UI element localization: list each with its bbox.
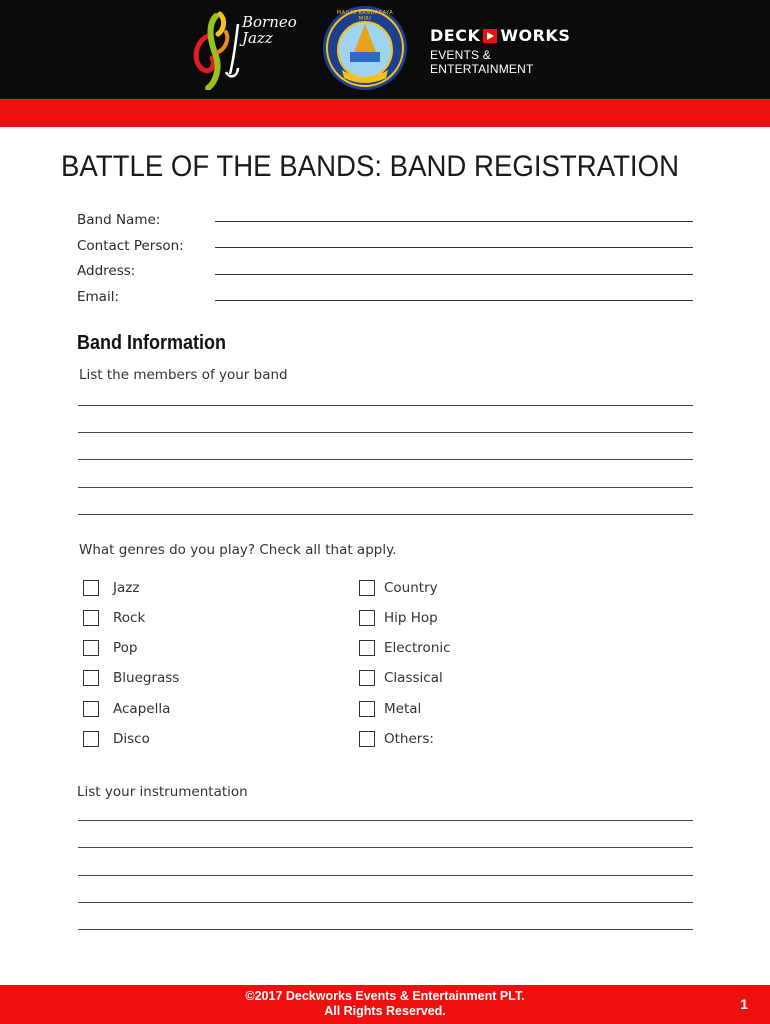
- email-input-line[interactable]: [215, 300, 693, 301]
- members-prompt: List the members of your band: [79, 367, 288, 383]
- checkbox[interactable]: [83, 701, 99, 717]
- contact-person-input-line[interactable]: [215, 247, 693, 248]
- genre-label: Disco: [113, 731, 150, 747]
- contact-person-label: Contact Person:: [77, 238, 184, 254]
- genre-label: Pop: [113, 640, 138, 656]
- checkbox[interactable]: [359, 701, 375, 717]
- band-name-input-line[interactable]: [215, 221, 693, 222]
- member-line-1[interactable]: [78, 405, 693, 406]
- band-information-heading: Band Information: [77, 332, 226, 354]
- seal-inscription: MAJLIS BANDARAYA MIRI: [336, 10, 394, 22]
- genre-label: Jazz: [113, 580, 140, 596]
- borneo-jazz-wordmark: Borneo Jazz: [242, 13, 297, 47]
- genre-option-metal[interactable]: [359, 701, 421, 717]
- footer-bar: [0, 985, 770, 1024]
- instrumentation-prompt: List your instrumentation: [77, 784, 248, 800]
- genres-prompt: What genres do you play? Check all that apply.: [79, 542, 397, 558]
- genre-label: Hip Hop: [384, 610, 438, 626]
- member-line-3[interactable]: [78, 459, 693, 460]
- header-accent-stripe: [0, 99, 770, 127]
- genre-option-pop[interactable]: [83, 640, 138, 656]
- copyright-text: [0, 989, 770, 1019]
- member-line-2[interactable]: [78, 432, 693, 433]
- checkbox[interactable]: [359, 610, 375, 626]
- checkbox[interactable]: [83, 580, 99, 596]
- works-text: WORKS: [500, 26, 571, 45]
- instrument-line-1[interactable]: [78, 820, 693, 821]
- genre-label: Bluegrass: [113, 670, 180, 686]
- genre-option-electronic[interactable]: [359, 640, 451, 656]
- genre-option-bluegrass[interactable]: [83, 670, 179, 686]
- genre-option-others[interactable]: [359, 731, 434, 747]
- genre-label: Rock: [113, 610, 146, 626]
- deckworks-tagline: EVENTS & ENTERTAINMENT: [430, 48, 534, 76]
- instrument-line-2[interactable]: [78, 847, 693, 848]
- genre-label: Acapella: [113, 701, 171, 717]
- address-label: Address:: [77, 263, 136, 279]
- checkbox[interactable]: [83, 731, 99, 747]
- checkbox[interactable]: [359, 670, 375, 686]
- instrument-line-5[interactable]: [78, 929, 693, 930]
- copyright-line-1: ©2017 Deckworks Events & Entertainment PLT.: [245, 989, 525, 1003]
- email-label: Email:: [77, 289, 120, 305]
- genre-option-rock[interactable]: [83, 610, 145, 626]
- genre-option-jazz[interactable]: [83, 580, 139, 596]
- genre-option-hip-hop[interactable]: [359, 610, 438, 626]
- city-council-seal: [320, 4, 410, 92]
- checkbox[interactable]: [359, 580, 375, 596]
- genre-label: Metal: [384, 701, 422, 717]
- genre-option-classical[interactable]: [359, 670, 443, 686]
- checkbox[interactable]: [83, 610, 99, 626]
- member-line-4[interactable]: [78, 487, 693, 488]
- page-number: 1: [740, 996, 748, 1012]
- genre-option-disco[interactable]: [83, 731, 150, 747]
- copyright-line-2: All Rights Reserved.: [324, 1004, 446, 1018]
- instrument-line-3[interactable]: [78, 875, 693, 876]
- band-name-label: Band Name:: [77, 212, 161, 228]
- checkbox[interactable]: [83, 670, 99, 686]
- member-line-5[interactable]: [78, 514, 693, 515]
- address-input-line[interactable]: [215, 274, 693, 275]
- deckworks-logo: [430, 26, 590, 76]
- checkbox[interactable]: [359, 640, 375, 656]
- genre-label: Electronic: [384, 640, 451, 656]
- genre-label: Country: [384, 580, 438, 596]
- borneo-jazz-logo: [186, 6, 306, 90]
- genre-label: Others:: [384, 731, 434, 747]
- deckworks-wordmark: [430, 26, 590, 45]
- genre-option-country[interactable]: [359, 580, 438, 596]
- checkbox[interactable]: [359, 731, 375, 747]
- page-title: BATTLE OF THE BANDS: BAND REGISTRATION: [60, 150, 680, 183]
- deck-text: DECK: [430, 26, 481, 45]
- checkbox[interactable]: [83, 640, 99, 656]
- genre-option-acapella[interactable]: [83, 701, 170, 717]
- genre-label: Classical: [384, 670, 443, 686]
- play-icon: [483, 29, 497, 43]
- instrument-line-4[interactable]: [78, 902, 693, 903]
